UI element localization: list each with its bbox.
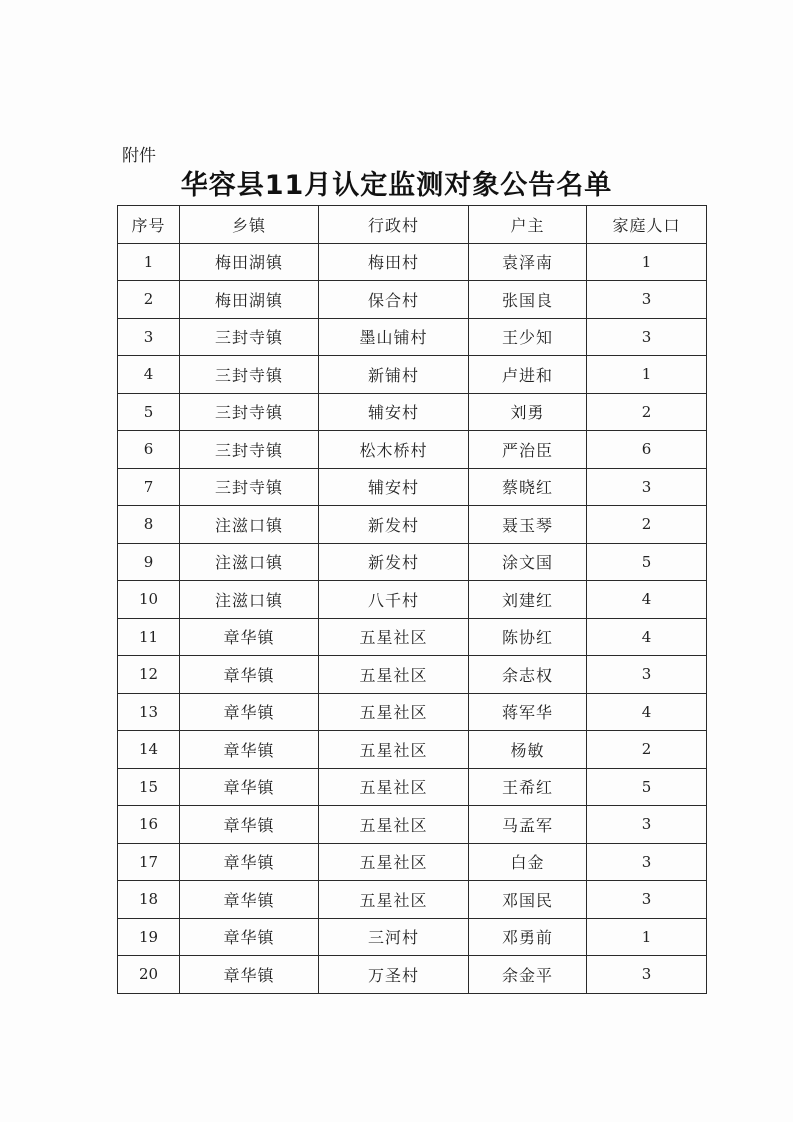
cell-household-size: 5 xyxy=(587,543,707,581)
cell-serial-number: 16 xyxy=(118,806,180,844)
cell-household-head: 蔡晓红 xyxy=(469,468,587,506)
table-body xyxy=(118,243,707,993)
cell-serial-number: 8 xyxy=(118,506,180,544)
cell-township: 章华镇 xyxy=(180,693,319,731)
cell-serial-number: 10 xyxy=(118,581,180,619)
cell-household-head: 白金 xyxy=(469,843,587,881)
cell-serial-number: 18 xyxy=(118,881,180,919)
cell-household-size: 1 xyxy=(587,356,707,394)
cell-township: 三封寺镇 xyxy=(180,393,319,431)
table-row xyxy=(118,731,707,769)
attachment-label: 附件 xyxy=(122,146,156,166)
header-township: 乡镇 xyxy=(180,206,319,244)
cell-household-size: 2 xyxy=(587,393,707,431)
cell-serial-number: 9 xyxy=(118,543,180,581)
cell-serial-number: 19 xyxy=(118,918,180,956)
cell-household-head: 杨敏 xyxy=(469,731,587,769)
cell-serial-number: 3 xyxy=(118,318,180,356)
cell-household-size: 3 xyxy=(587,468,707,506)
table-header-row xyxy=(118,206,707,244)
cell-household-head: 余志权 xyxy=(469,656,587,694)
cell-serial-number: 5 xyxy=(118,393,180,431)
cell-township: 章华镇 xyxy=(180,618,319,656)
cell-household-size: 2 xyxy=(587,731,707,769)
cell-household-size: 3 xyxy=(587,881,707,919)
cell-household-head: 马孟军 xyxy=(469,806,587,844)
table-row xyxy=(118,543,707,581)
cell-household-head: 卢进和 xyxy=(469,356,587,394)
cell-township: 章华镇 xyxy=(180,806,319,844)
cell-township: 注滋口镇 xyxy=(180,506,319,544)
cell-serial-number: 4 xyxy=(118,356,180,394)
cell-village: 五星社区 xyxy=(319,843,469,881)
cell-village: 五星社区 xyxy=(319,656,469,694)
cell-household-head: 刘勇 xyxy=(469,393,587,431)
cell-township: 章华镇 xyxy=(180,656,319,694)
cell-serial-number: 20 xyxy=(118,956,180,994)
cell-household-size: 3 xyxy=(587,656,707,694)
cell-serial-number: 6 xyxy=(118,431,180,469)
cell-household-head: 严治臣 xyxy=(469,431,587,469)
cell-village: 三河村 xyxy=(319,918,469,956)
cell-township: 章华镇 xyxy=(180,768,319,806)
cell-township: 章华镇 xyxy=(180,918,319,956)
table-row xyxy=(118,468,707,506)
cell-township: 三封寺镇 xyxy=(180,468,319,506)
table-row xyxy=(118,581,707,619)
cell-serial-number: 15 xyxy=(118,768,180,806)
cell-household-head: 袁泽南 xyxy=(469,243,587,281)
cell-serial-number: 14 xyxy=(118,731,180,769)
cell-household-size: 2 xyxy=(587,506,707,544)
cell-household-size: 4 xyxy=(587,618,707,656)
monitoring-roster-table xyxy=(117,205,707,994)
cell-village: 新发村 xyxy=(319,543,469,581)
table-row xyxy=(118,956,707,994)
table-row xyxy=(118,618,707,656)
cell-serial-number: 1 xyxy=(118,243,180,281)
table-row xyxy=(118,393,707,431)
cell-household-size: 5 xyxy=(587,768,707,806)
cell-village: 八千村 xyxy=(319,581,469,619)
cell-township: 梅田湖镇 xyxy=(180,281,319,319)
cell-township: 三封寺镇 xyxy=(180,318,319,356)
table-row xyxy=(118,843,707,881)
cell-household-head: 邓勇前 xyxy=(469,918,587,956)
cell-township: 三封寺镇 xyxy=(180,356,319,394)
cell-township: 章华镇 xyxy=(180,956,319,994)
cell-village: 新铺村 xyxy=(319,356,469,394)
table-row xyxy=(118,806,707,844)
cell-serial-number: 13 xyxy=(118,693,180,731)
cell-household-head: 聂玉琴 xyxy=(469,506,587,544)
cell-serial-number: 12 xyxy=(118,656,180,694)
cell-serial-number: 2 xyxy=(118,281,180,319)
cell-household-head: 邓国民 xyxy=(469,881,587,919)
cell-household-head: 王少知 xyxy=(469,318,587,356)
cell-township: 章华镇 xyxy=(180,881,319,919)
table-row xyxy=(118,881,707,919)
cell-village: 保合村 xyxy=(319,281,469,319)
cell-village: 辅安村 xyxy=(319,393,469,431)
cell-serial-number: 11 xyxy=(118,618,180,656)
cell-village: 辅安村 xyxy=(319,468,469,506)
cell-township: 章华镇 xyxy=(180,843,319,881)
cell-household-head: 涂文国 xyxy=(469,543,587,581)
cell-village: 松木桥村 xyxy=(319,431,469,469)
cell-serial-number: 17 xyxy=(118,843,180,881)
cell-township: 注滋口镇 xyxy=(180,581,319,619)
cell-village: 五星社区 xyxy=(319,806,469,844)
cell-household-size: 4 xyxy=(587,581,707,619)
table-row xyxy=(118,918,707,956)
cell-household-size: 3 xyxy=(587,281,707,319)
cell-household-head: 蒋军华 xyxy=(469,693,587,731)
table-row xyxy=(118,768,707,806)
cell-household-size: 4 xyxy=(587,693,707,731)
cell-village: 五星社区 xyxy=(319,731,469,769)
table-row xyxy=(118,656,707,694)
cell-village: 新发村 xyxy=(319,506,469,544)
header-serial-number: 序号 xyxy=(118,206,180,244)
cell-township: 三封寺镇 xyxy=(180,431,319,469)
document-title: 华容县11月认定监测对象公告名单 xyxy=(180,170,613,201)
cell-township: 章华镇 xyxy=(180,731,319,769)
cell-household-size: 6 xyxy=(587,431,707,469)
cell-township: 注滋口镇 xyxy=(180,543,319,581)
cell-household-head: 余金平 xyxy=(469,956,587,994)
header-village: 行政村 xyxy=(319,206,469,244)
cell-household-size: 3 xyxy=(587,806,707,844)
table-row xyxy=(118,318,707,356)
cell-household-head: 陈协红 xyxy=(469,618,587,656)
table-row xyxy=(118,281,707,319)
table-row xyxy=(118,243,707,281)
header-household-size: 家庭人口 xyxy=(587,206,707,244)
cell-household-head: 张国良 xyxy=(469,281,587,319)
cell-village: 墨山铺村 xyxy=(319,318,469,356)
cell-township: 梅田湖镇 xyxy=(180,243,319,281)
cell-village: 五星社区 xyxy=(319,618,469,656)
cell-household-size: 1 xyxy=(587,243,707,281)
cell-household-size: 3 xyxy=(587,956,707,994)
header-household-head: 户主 xyxy=(469,206,587,244)
cell-village: 五星社区 xyxy=(319,768,469,806)
cell-serial-number: 7 xyxy=(118,468,180,506)
table-row xyxy=(118,356,707,394)
cell-village: 万圣村 xyxy=(319,956,469,994)
cell-village: 五星社区 xyxy=(319,881,469,919)
cell-household-head: 刘建红 xyxy=(469,581,587,619)
cell-household-size: 3 xyxy=(587,318,707,356)
cell-village: 五星社区 xyxy=(319,693,469,731)
table-row xyxy=(118,431,707,469)
table-row xyxy=(118,506,707,544)
cell-household-size: 3 xyxy=(587,843,707,881)
table-row xyxy=(118,693,707,731)
cell-village: 梅田村 xyxy=(319,243,469,281)
cell-household-size: 1 xyxy=(587,918,707,956)
cell-household-head: 王希红 xyxy=(469,768,587,806)
